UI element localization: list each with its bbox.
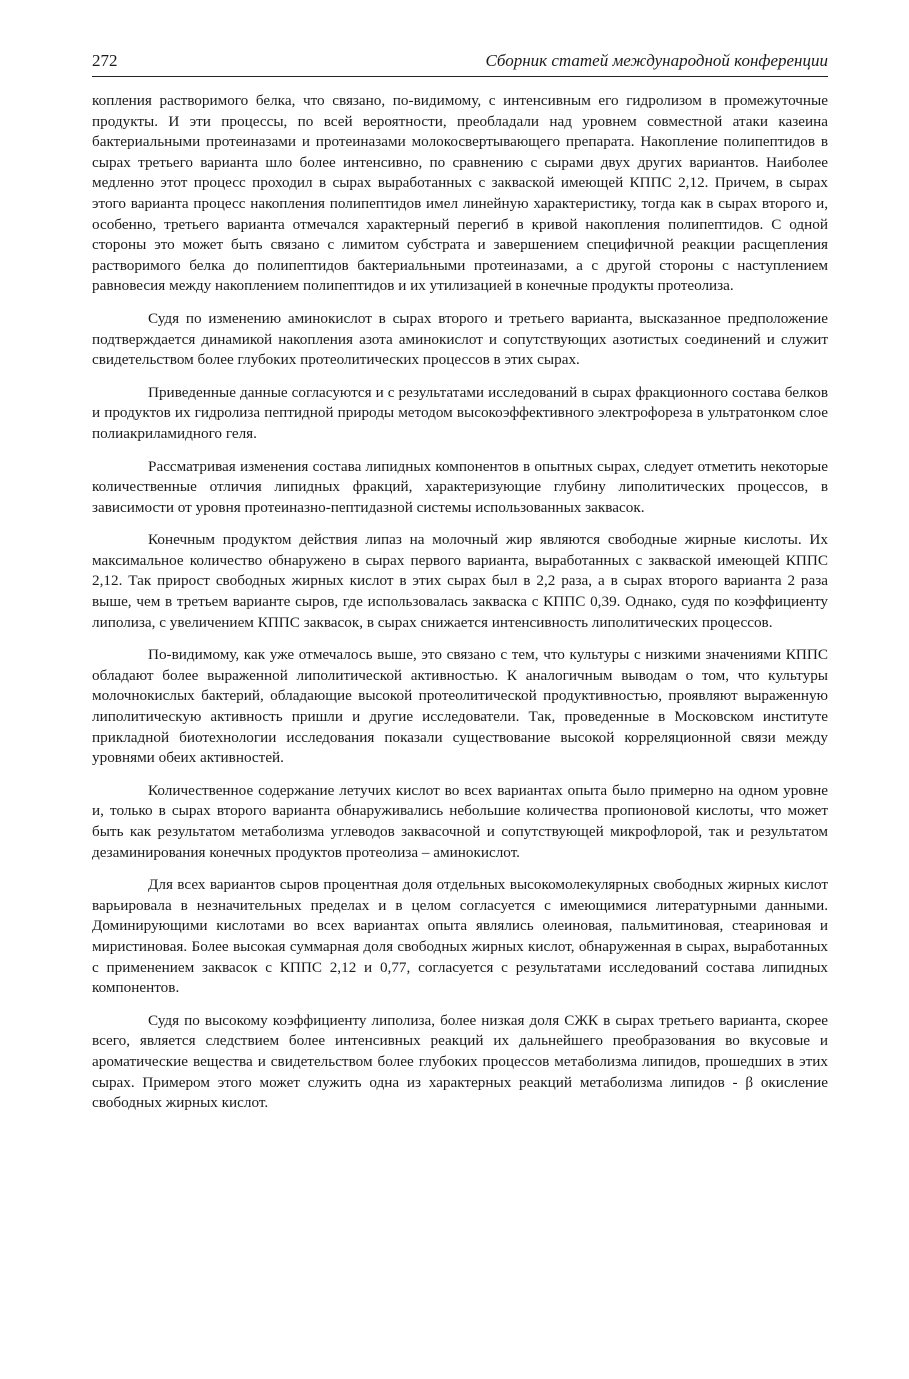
paragraph: Судя по высокому коэффициенту липолиза, более низкая доля СЖК в сырах третьего варианта, скорее всего, является следствием более интенсивных реакций их дальнейшего преобразования во вкусовые и ароматические вещества и свидетельством более глубоких процессов метаболизма липидов, прошедших в этих сырах. Примером этого может служить одна из характерных реакций метаболизма липидов - β окисление свободных жирных кислот.	[92, 1011, 828, 1112]
document-page	[92, 50, 828, 1126]
paragraph: Для всех вариантов сыров процентная доля отдельных высокомолекулярных свободных жирных кислот варьировала в незначительных пределах и в целом согласуется с имеющимися литературными данными. Доминирующими кислотами во всех вариантах опыта являлись олеиновая, пальмитиновая, стеариновая и миристиновая. Более высокая суммарная доля свободных жирных кислот, обнаруженная в сырах, выработанных с применением заквасок с КППС 2,12 и 0,77, согласуется с результатами исследований состава липидных компонентов.	[92, 876, 828, 997]
running-title: Сборник статей международной конференции	[485, 51, 828, 70]
paragraph: Судя по изменению аминокислот в сырах второго и третьего варианта, высказанное предположение подтверждается динамикой накопления азота аминокислот и сопутствующих азотистых соединений и служит свидетельством более глубоких протеолитических процессов в этих сырах.	[92, 309, 828, 369]
paragraph: Рассматривая изменения состава липидных компонентов в опытных сырах, следует отметить некоторые количественные отличия липидных фракций, характеризующие глубину липолитических процессов, в зависимости от уровня протеиназно-пептидазной системы использованных заквасок.	[92, 457, 828, 516]
page-number: 272	[92, 51, 118, 70]
body-text	[92, 91, 828, 1114]
paragraph: Конечным продуктом действия липаз на молочный жир являются свободные жирные кислоты. Их максимальное количество обнаружено в сырах первого варианта, выработанных с закваской имеющей КППС 2,12. Так прирост свободных жирных кислот в этих сырах был в 2,2 раза, а в сырах второго варианта 2 раза выше, чем в третьем варианте сыров, где использовалась закваска с КППС 0,39. Однако, судя по коэффициенту липолиза, с увеличением КППС заквасок, в сырах снижается интенсивность липолитических процессов.	[92, 531, 828, 631]
page-header	[92, 50, 828, 77]
paragraph: По-видимому, как уже отмечалось выше, это связано с тем, что культуры с низкими значениями КППС обладают более выраженной липолитической активностью. К аналогичным выводам о том, что культуры молочнокислых бактерий, обладающие высокой протеолитической продуктивностью, проявляют выраженную липолитическую активность пришли и другие исследователи. Так, проведенные в Московском институте прикладной биотехнологии исследования показали существование высокой корреляционной связи между уровнями обеих активностей.	[92, 646, 828, 767]
paragraph: Количественное содержание летучих кислот во всех вариантах опыта было примерно на одном уровне и, только в сырах второго варианта обнаруживались небольшие количества пропионовой кислоты, что может быть как результатом метаболизма углеводов заквасочной и сопутствующей микрофлорой, так и результатом дезаминирования конечных продуктов протеолиза – аминокислот.	[92, 781, 828, 861]
paragraph: Приведенные данные согласуются и с результатами исследований в сырах фракционного состава белков и продуктов их гидролиза пептидной природы методом высокоэффективного электрофореза в ультратонком слое полиакриламидного геля.	[92, 383, 828, 442]
paragraph: копления растворимого белка, что связано, по-видимому, с интенсивным его гидролизом в промежуточные продукты. И эти процессы, по всей вероятности, преобладали над уровнем совместной атаки казеина бактериальными протеиназами и протеиназами молокосвертывающего препарата. Накопление полипептидов в сырах третьего варианта шло более интенсивно, по сравнению с сырами двух других вариантов. Наиболее медленно этот процесс проходил в сырах выработанных с закваской имеющей КППС 2,12. Причем, в сырах этого варианта процесс накопления полипептидов имел линейную характеристику, тогда как в сырах второго и, особенно, третьего варианта отмечался характерный перегиб в кривой накопления полипептидов. С одной стороны это может быть связано с лимитом субстрата и завершением специфичной реакции расщепления растворимого белка до полипептидов бактериальными протеиназами, а с другой стороны с наступлением равновесия между накоплением полипептидов и их утилизацией в конечные продукты протеолиза.	[92, 92, 828, 295]
